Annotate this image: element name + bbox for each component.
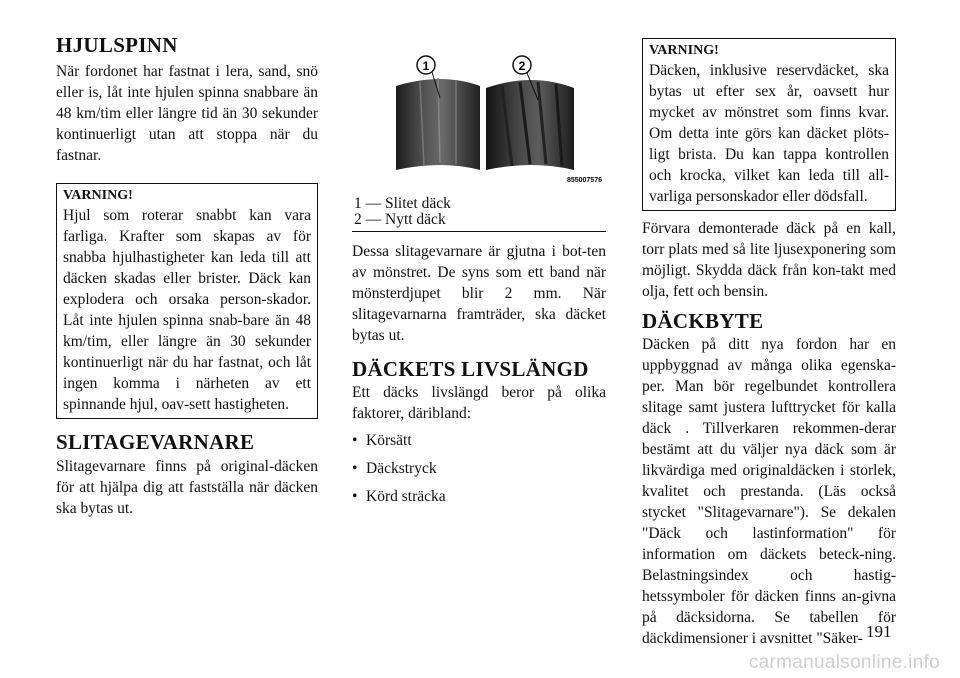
list-item: • Körd sträcka (352, 488, 446, 505)
list-item: • Däckstryck (352, 460, 437, 477)
caption-worn: 1 — Slitet däck (354, 195, 451, 212)
new-tire-icon (486, 80, 574, 170)
column-left (56, 0, 318, 519)
list-item: • Körsätt (352, 432, 412, 449)
paragraph-wear-bars: Dessa slitagevarnare är gjutna i bot-ten av mönstret. De syns som ett band när mönsterdjupet blir 2 mm. När slitagevarnarna framträder, ska däcket bytas ut. (352, 243, 606, 344)
warning-box-age (642, 38, 896, 211)
caption-new: 2 — Nytt däck (354, 211, 446, 228)
warning-box-spinning (56, 183, 318, 419)
heading-hjulspinn: HJULSPINN (56, 33, 178, 57)
warning-title: VARNING! (649, 43, 719, 58)
callout-1: 1 (422, 59, 430, 73)
heading-dackets-livslangd: DÄCKETS LIVSLÄNGD (352, 357, 589, 381)
paragraph-storage: Förvara demonterade däck på en kall, torr plats med så lite ljusexponering som möjligt. Skydda däck från kon-takt med olja, fett och bensin. (642, 220, 896, 300)
page-number: 191 (866, 622, 892, 641)
figure-code: 855007576 (566, 177, 602, 184)
watermark: carmanualsonline.info (748, 652, 940, 673)
heading-slitagevarnare: SLITAGEVARNARE (56, 430, 255, 454)
paragraph-factors: Ett däcks livslängd beror på olika faktorer, däribland: (352, 384, 606, 422)
figure-caption (352, 196, 606, 232)
tire-illustration (352, 42, 606, 190)
paragraph-dackbyte: Däcken på ditt nya fordon har en uppbyggnad av många olika egenska-per. Man bör regelbundet kontrollera slitage samt justera lufttrycket för kalla däck . Tillverkaren rekommen-derar bestämt att du väljer nya däck som är likvärdiga med originaldäcken i storlek, kvalitet och prestanda. (Läs också stycket "Slitagevarnare"). Se dekalen "Däck och lastinformation" för information om däckets beteck-ning. Belastningsindex och hastig-hetssymboler för däcken finns an-givna på däcksidorna. Se tabellen för däckdimensioner i avsnittet "Säker- (642, 336, 896, 647)
warning-text: Hjul som roterar snabbt kan vara farliga. Krafter som skapas av för snabba hjulhastigheter kan leda till att däcken skadas eller brister. Däck kan explodera och orsaka person-skador. Låt inte hjulen spinna snab-bare än 48 km/tim, eller längre än 30 sekunder kontinuerligt när du har fastnat, och låt ingen komma i närheten av ett spinnande hjul, oav-sett hastigheten. (63, 207, 311, 413)
warning-title: VARNING! (63, 188, 133, 203)
heading-dackbyte: DÄCKBYTE (642, 309, 764, 333)
warning-text: Däcken, inklusive reservdäcket, ska bytas ut efter sex år, oavsett hur mycket av mönstret som finns kvar. Om detta inte görs kan däcket plöts-ligt brista. Du kan tappa kontrollen och krocka, vilket kan leda till all-varliga personskador eller dödsfall. (649, 62, 889, 205)
column-right (642, 0, 896, 649)
paragraph-slitagevarnare: Slitagevarnare finns på original-däcken för att hjälpa dig att fastställa när däcken ska bytas ut. (56, 458, 318, 517)
tire-wear-figure (352, 42, 606, 190)
column-middle (352, 0, 606, 514)
factor-list (352, 430, 606, 507)
paragraph-hjulspinn: När fordonet har fastnat i lera, sand, snö eller is, låt inte hjulen spinna snabbare än 48 km/tim eller längre tid än 30 sekunder kontinuerligt utan att stoppa när du fastnar. (56, 63, 318, 164)
callout-2: 2 (518, 59, 526, 73)
